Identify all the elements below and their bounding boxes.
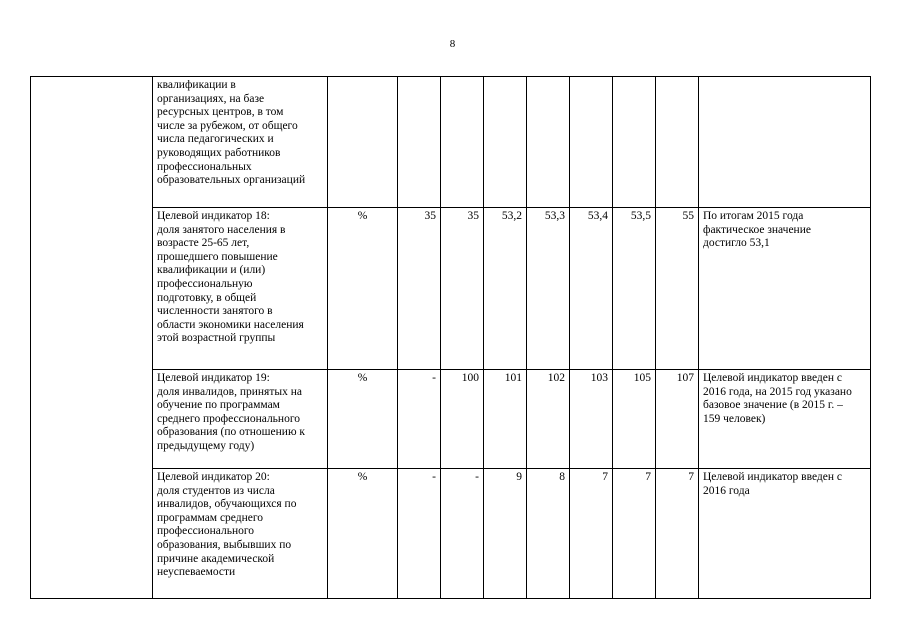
value-cell: 53,3 <box>527 208 570 370</box>
value-cell: 53,2 <box>484 208 527 370</box>
value-cell: - <box>441 469 484 599</box>
value-cell <box>441 77 484 208</box>
value-cell: - <box>398 469 441 599</box>
value-cell: 55 <box>656 208 699 370</box>
value-cell: 107 <box>656 370 699 469</box>
note-cell: По итогам 2015 года фактическое значение достигло 53,1 <box>699 208 871 370</box>
value-cell: 8 <box>527 469 570 599</box>
value-cell: 35 <box>398 208 441 370</box>
value-cell <box>484 77 527 208</box>
value-cell: 101 <box>484 370 527 469</box>
indicator-description: Целевой индикатор 18: доля занятого населения в возрасте 25-65 лет, прошедшего повышение квалификации и (или) профессиональную подготовку, в общей численности занятого в области экономики населения этой возрастной группы <box>153 208 328 370</box>
indicator-description: Целевой индикатор 20: доля студентов из числа инвалидов, обучающихся по программам среднего профессионального образования, выбывших по причине академической неуспеваемости <box>153 469 328 599</box>
value-cell: 9 <box>484 469 527 599</box>
value-cell: 102 <box>527 370 570 469</box>
value-cell: 103 <box>570 370 613 469</box>
unit-cell <box>328 77 398 208</box>
table-row <box>31 469 871 599</box>
value-cell: 7 <box>656 469 699 599</box>
value-cell <box>656 77 699 208</box>
table-row <box>31 208 871 370</box>
value-cell: 7 <box>570 469 613 599</box>
indicators-table <box>30 76 871 599</box>
indicator-description: Целевой индикатор 19: доля инвалидов, принятых на обучение по программам среднего профессионального образования (по отношению к предыдущему году) <box>153 370 328 469</box>
page-number: 8 <box>449 38 456 50</box>
value-cell: 105 <box>613 370 656 469</box>
unit-cell: % <box>328 469 398 599</box>
value-cell: 53,4 <box>570 208 613 370</box>
value-cell <box>398 77 441 208</box>
indicator-description: квалификации в организациях, на базе ресурсных центров, в том числе за рубежом, от общего числа педагогических и руководящих работников профессиональных образовательных организаций <box>153 77 328 208</box>
section-cell <box>31 77 153 599</box>
unit-cell: % <box>328 208 398 370</box>
value-cell: - <box>398 370 441 469</box>
table-row <box>31 77 871 208</box>
value-cell: 100 <box>441 370 484 469</box>
note-cell: Целевой индикатор введен с 2016 года, на 2015 год указано базовое значение (в 2015 г. – 159 человек) <box>699 370 871 469</box>
value-cell <box>570 77 613 208</box>
value-cell: 35 <box>441 208 484 370</box>
note-cell <box>699 77 871 208</box>
note-cell: Целевой индикатор введен с 2016 года <box>699 469 871 599</box>
value-cell: 53,5 <box>613 208 656 370</box>
value-cell: 7 <box>613 469 656 599</box>
unit-cell: % <box>328 370 398 469</box>
table-row <box>31 370 871 469</box>
value-cell <box>613 77 656 208</box>
value-cell <box>527 77 570 208</box>
